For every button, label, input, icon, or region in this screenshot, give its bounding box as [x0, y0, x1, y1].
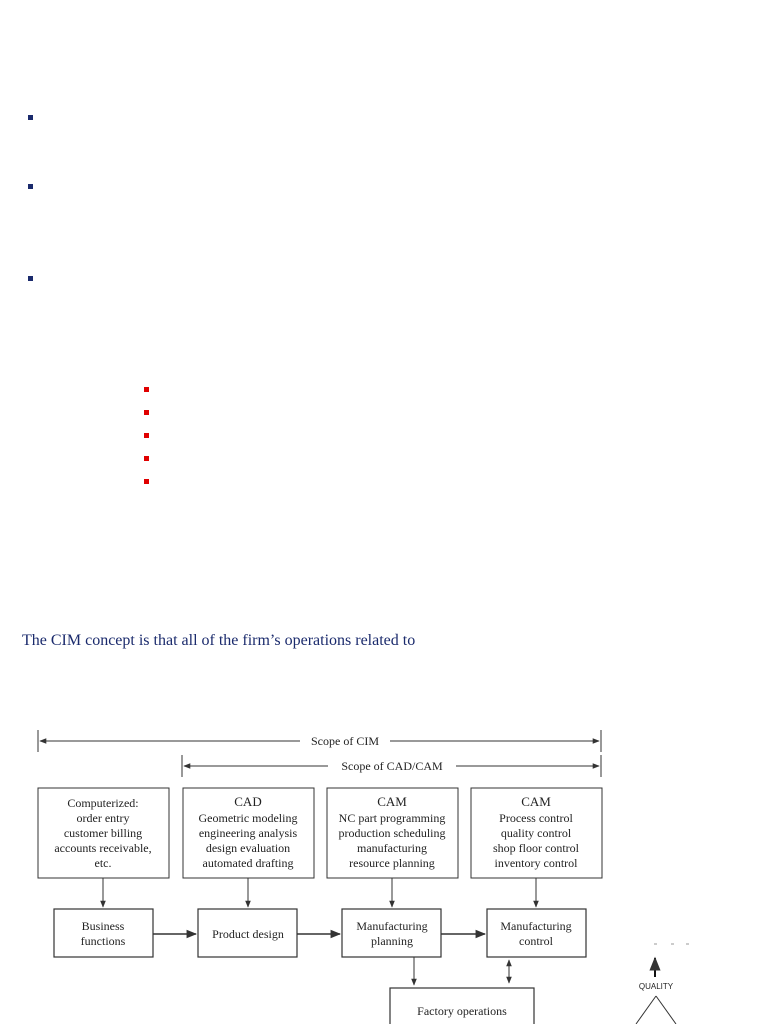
top-box-1-line-5: etc. — [94, 856, 112, 870]
top-box-2-line-5: automated drafting — [202, 856, 294, 870]
function-box-product-design — [198, 909, 297, 957]
top-box-2-line-1: CAD — [234, 794, 262, 809]
factory-operations-label: Factory operations — [417, 1004, 507, 1018]
vertical-arrows — [103, 878, 536, 907]
top-box-1-line-3: customer billing — [63, 826, 143, 840]
top-box-1-line-1: Computerized: — [67, 796, 139, 810]
function-box-4-line-2: control — [519, 934, 553, 948]
top-box-cam-planning — [327, 788, 458, 878]
top-box-1-line-2: order entry — [76, 811, 130, 825]
top-box-4-line-2: Process control — [499, 811, 573, 825]
function-box-3-line-1: Manufacturing — [356, 919, 428, 933]
top-box-4-line-1: CAM — [521, 794, 551, 809]
function-box-3-line-2: planning — [371, 934, 413, 948]
function-box-4-line-1: Manufacturing — [500, 919, 572, 933]
top-box-2-line-2: Geometric modeling — [198, 811, 298, 825]
top-box-4-line-3: quality control — [500, 826, 572, 840]
factory-arrows — [414, 957, 509, 985]
top-box-cad — [183, 788, 314, 878]
function-box-manufacturing-control — [487, 909, 586, 957]
top-box-3-line-4: manufacturing — [357, 841, 427, 855]
top-box-3-line-2: NC part programming — [338, 811, 446, 825]
scope-cadcam-label: Scope of CAD/CAM — [341, 759, 443, 773]
top-box-business-systems — [38, 788, 169, 878]
top-box-3-line-3: production scheduling — [338, 826, 446, 840]
function-box-1-line-2: functions — [80, 934, 126, 948]
scope-cadcam-bracket — [182, 755, 601, 777]
factory-operations-box — [390, 988, 534, 1024]
function-box-1-line-1: Business — [81, 919, 125, 933]
quality-pyramid-fragment — [636, 944, 689, 1024]
quality-label: QUALITY — [638, 982, 674, 991]
function-box-manufacturing-planning — [342, 909, 441, 957]
top-box-1-line-4: accounts receivable, — [54, 841, 152, 855]
function-box-business — [54, 909, 153, 957]
top-box-4-line-5: inventory control — [494, 856, 578, 870]
top-box-3-line-1: CAM — [377, 794, 407, 809]
scope-cim-label: Scope of CIM — [311, 734, 379, 748]
top-box-cam-control — [471, 788, 602, 878]
top-box-2-line-4: design evaluation — [205, 841, 291, 855]
top-box-3-line-5: resource planning — [349, 856, 435, 870]
cim-statement: The CIM concept is that all of the firm’s operations related to — [22, 632, 416, 649]
top-box-2-line-3: engineering analysis — [198, 826, 298, 840]
top-box-4-line-4: shop floor control — [493, 841, 579, 855]
scope-cim-bracket — [38, 730, 601, 752]
function-box-2-line-1: Product design — [212, 927, 284, 941]
